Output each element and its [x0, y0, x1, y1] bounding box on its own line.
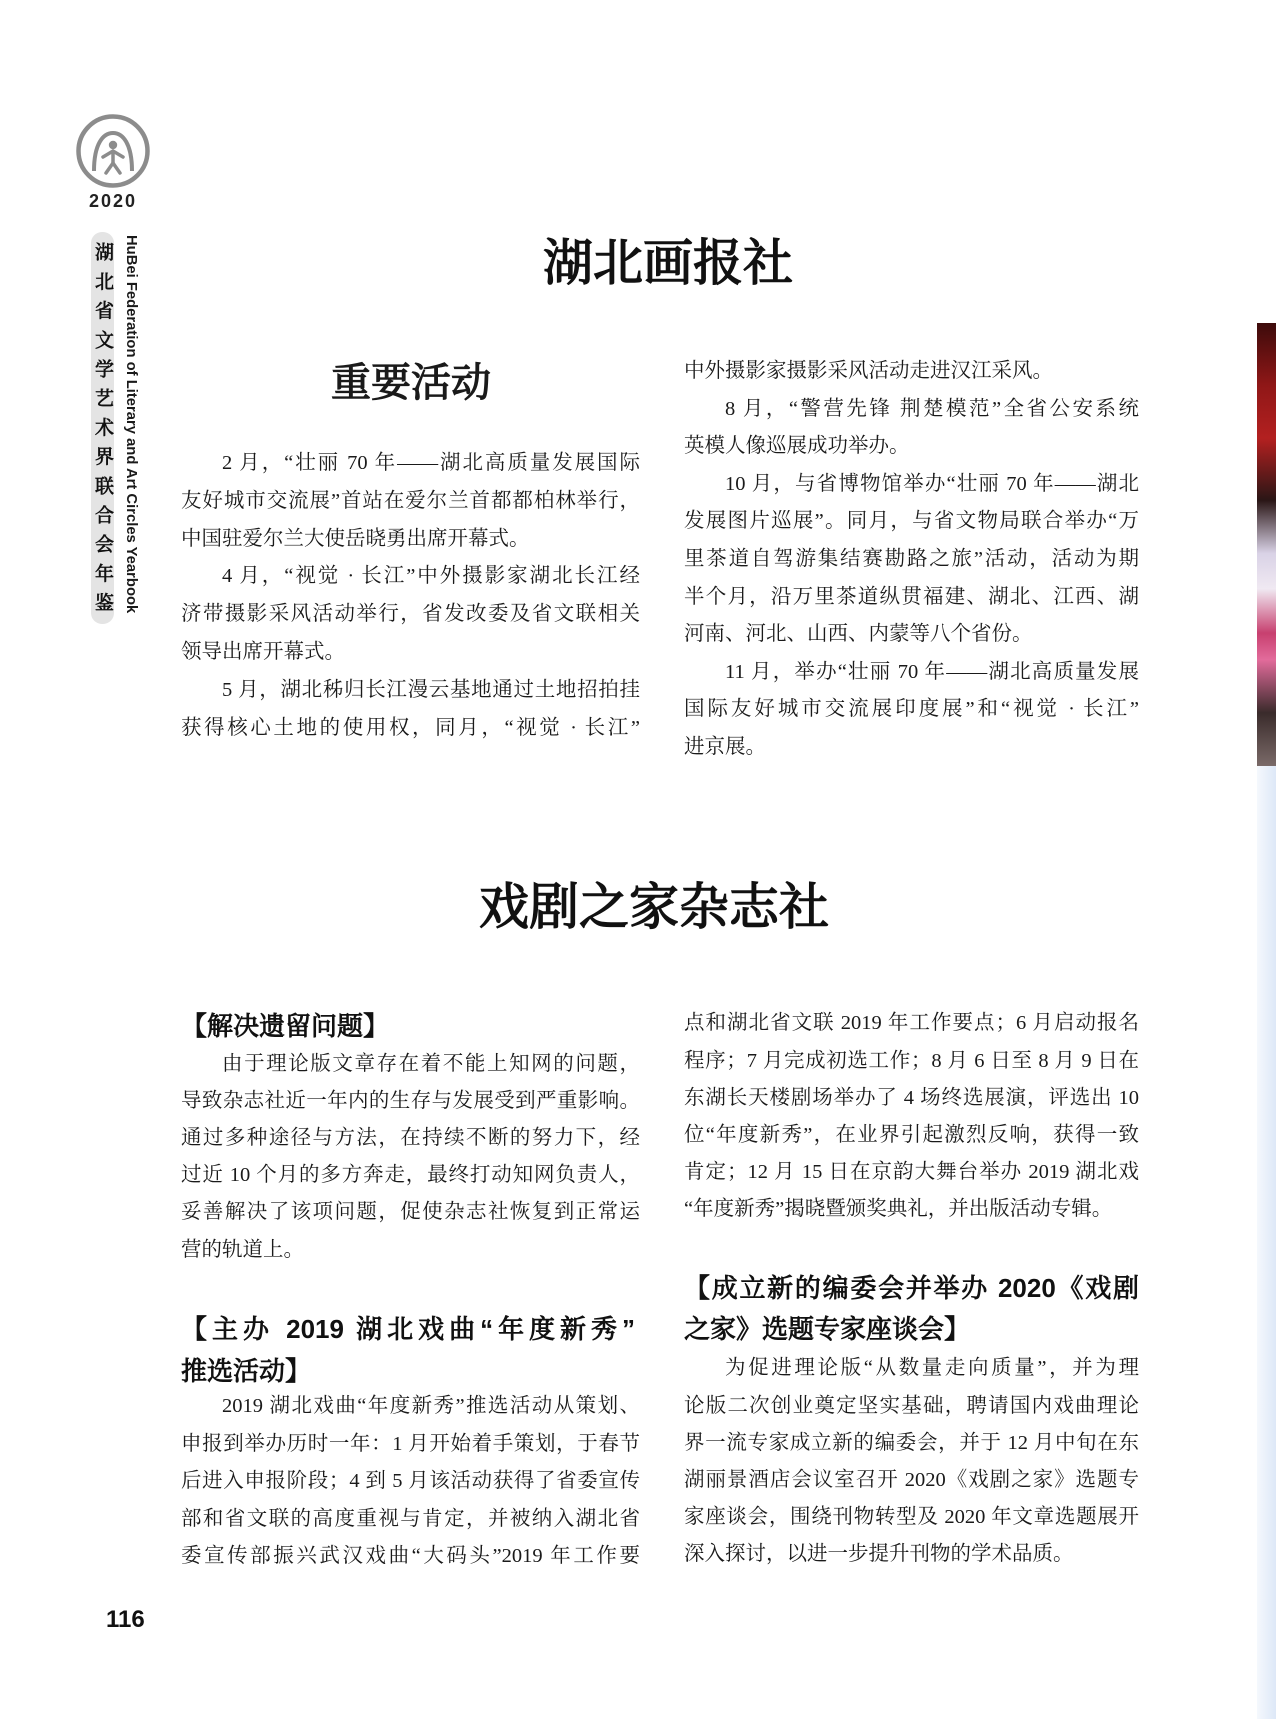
text-line: 营的轨道上。: [181, 1238, 304, 1261]
section1-right-column: [684, 353, 1139, 767]
text-line: 济带摄影采风活动举行，省发改委及省文联相关: [181, 603, 640, 626]
section2-left-paragraph-1: [181, 1046, 640, 1269]
text-line: 点和湖北省文联 2019 年工作要点；6 月启动报名: [684, 1012, 1139, 1035]
section2-right-paragraph-2-continued: [684, 1005, 1139, 1228]
subheading-annual-new-talent: [181, 1308, 635, 1392]
text-line: 妥善解决了该项问题，促使杂志社恢复到正常运: [181, 1201, 640, 1224]
subheading-line: 之家》选题专家座谈会】: [684, 1314, 971, 1344]
text-line: 进京展。: [684, 735, 766, 758]
text-line: 半个月，沿万里茶道纵贯福建、湖北、江西、湖: [684, 585, 1139, 608]
text-line: 界一流专家成立新的编委会，并于 12 月中旬在东: [684, 1431, 1139, 1454]
text-line: 里茶道自驾游集结赛勘路之旅”活动，活动为期: [684, 547, 1139, 570]
adjacent-page-edge: [1257, 766, 1276, 1719]
text-line: 中国驻爱尔兰大使岳晓勇出席开幕式。: [181, 527, 530, 550]
text-line: 申报到举办历时一年：1 月开始着手策划，于春节: [181, 1432, 640, 1455]
section1-left-column: [181, 445, 640, 747]
text-line: 5 月，湖北秭归长江漫云基地通过土地招拍挂: [222, 678, 640, 701]
text-line: 英模人像巡展成功举办。: [684, 435, 910, 458]
text-line: 8 月，“警营先锋 荆楚模范”全省公安系统: [725, 397, 1139, 420]
text-line: 10 月，与省博物馆举办“壮丽 70 年——湖北: [725, 472, 1139, 495]
text-line: 河南、河北、山西、内蒙等八个省份。: [684, 623, 1033, 646]
page-number: 116: [106, 1606, 145, 1633]
text-line: 后进入申报阶段；4 到 5 月该活动获得了省委宣传: [181, 1470, 640, 1493]
subheading-new-editorial-board: [684, 1268, 1139, 1350]
subheading-resolve-legacy-issue: [181, 1005, 640, 1047]
text-line: 论版二次创业奠定坚实基础，聘请国内戏曲理论: [684, 1394, 1139, 1417]
section2-right-paragraph-3: [684, 1350, 1139, 1573]
text-line: 友好城市交流展”首站在爱尔兰首都都柏林举行，: [181, 489, 640, 512]
text-line: 获得核心土地的使用权，同月，“视觉 · 长江”: [181, 716, 640, 739]
text-line: 4 月，“视觉 · 长江”中外摄影家湖北长江经: [222, 565, 640, 588]
text-line: 中外摄影家摄影采风活动走进汉江采风。: [684, 360, 1053, 382]
section2-left-paragraph-2: [181, 1388, 640, 1576]
subheading-line: 【成立新的编委会并举办 2020《戏剧: [684, 1273, 1139, 1303]
text-line: 国际友好城市交流展印度展”和“视觉 · 长江”: [684, 698, 1139, 721]
text-line: 2 月，“壮丽 70 年——湖北高质量发展国际: [222, 452, 640, 474]
text-line: 为促进理论版“从数量走向质量”，并为理: [725, 1357, 1139, 1380]
text-line: 发展图片巡展”。同月，与省文物局联合举办“万: [684, 510, 1139, 533]
text-line: 湖丽景酒店会议室召开 2020《戏剧之家》选题专: [684, 1468, 1139, 1491]
text-line: 过近 10 个月的多方奔走，最终打动知网负责人，: [181, 1164, 640, 1187]
federation-emblem-icon: [75, 113, 151, 189]
text-line: 由于理论版文章存在着不能上知网的问题，: [222, 1052, 640, 1075]
text-line: 深入探讨，以进一步提升刊物的学术品质。: [684, 1543, 1074, 1566]
text-line: 领导出席开幕式。: [181, 640, 345, 663]
section-title-drama-home-magazine: 戏剧之家杂志社: [479, 877, 829, 936]
text-line: 程序；7 月完成初选工作；8 月 6 日至 8 月 9 日在: [684, 1049, 1139, 1072]
adjacent-page-photo-edge: [1257, 323, 1276, 766]
text-line: 委宣传部振兴武汉戏曲“大码头”2019 年工作要: [181, 1545, 640, 1568]
text-line: 肯定；12 月 15 日在京韵大舞台举办 2019 湖北戏: [684, 1161, 1139, 1184]
text-line: “年度新秀”揭晓暨颁奖典礼，并出版活动专辑。: [684, 1198, 1113, 1221]
text-line: 2019 湖北戏曲“年度新秀”推选活动从策划、: [222, 1395, 640, 1418]
running-title-chinese: 湖北省文学艺术界联合会年鉴: [92, 242, 114, 622]
text-line: 家座谈会，围绕刊物转型及 2020 年文章选题展开: [684, 1506, 1139, 1529]
text-line: 位“年度新秀”，在业界引起激烈反响，获得一致: [684, 1123, 1139, 1146]
subheading-line: 【主办 2019 湖北戏曲“年度新秀”: [181, 1314, 635, 1344]
text-line: 部和省文联的高度重视与肯定，并被纳入湖北省: [181, 1507, 640, 1530]
running-title-english: HuBei Federation of Literary and Art Circles Yearbook: [123, 235, 139, 614]
text-line: 导致杂志社近一年内的生存与发展受到严重影响。: [181, 1089, 640, 1112]
section-heading-major-activities: 重要活动: [331, 361, 491, 405]
text-line: 通过多种途径与方法，在持续不断的努力下，经: [181, 1127, 640, 1150]
subheading-line: 推选活动】: [181, 1356, 312, 1386]
section-title-hubei-pictorial: 湖北画报社: [543, 233, 793, 292]
subheading-line: 【解决遗留问题】: [181, 1011, 390, 1041]
text-line: 东湖长天楼剧场举办了 4 场终选展演，评选出 10: [684, 1086, 1139, 1109]
yearbook-year: 2020: [88, 191, 138, 211]
text-line: 11 月，举办“壮丽 70 年——湖北高质量发展: [725, 660, 1139, 683]
